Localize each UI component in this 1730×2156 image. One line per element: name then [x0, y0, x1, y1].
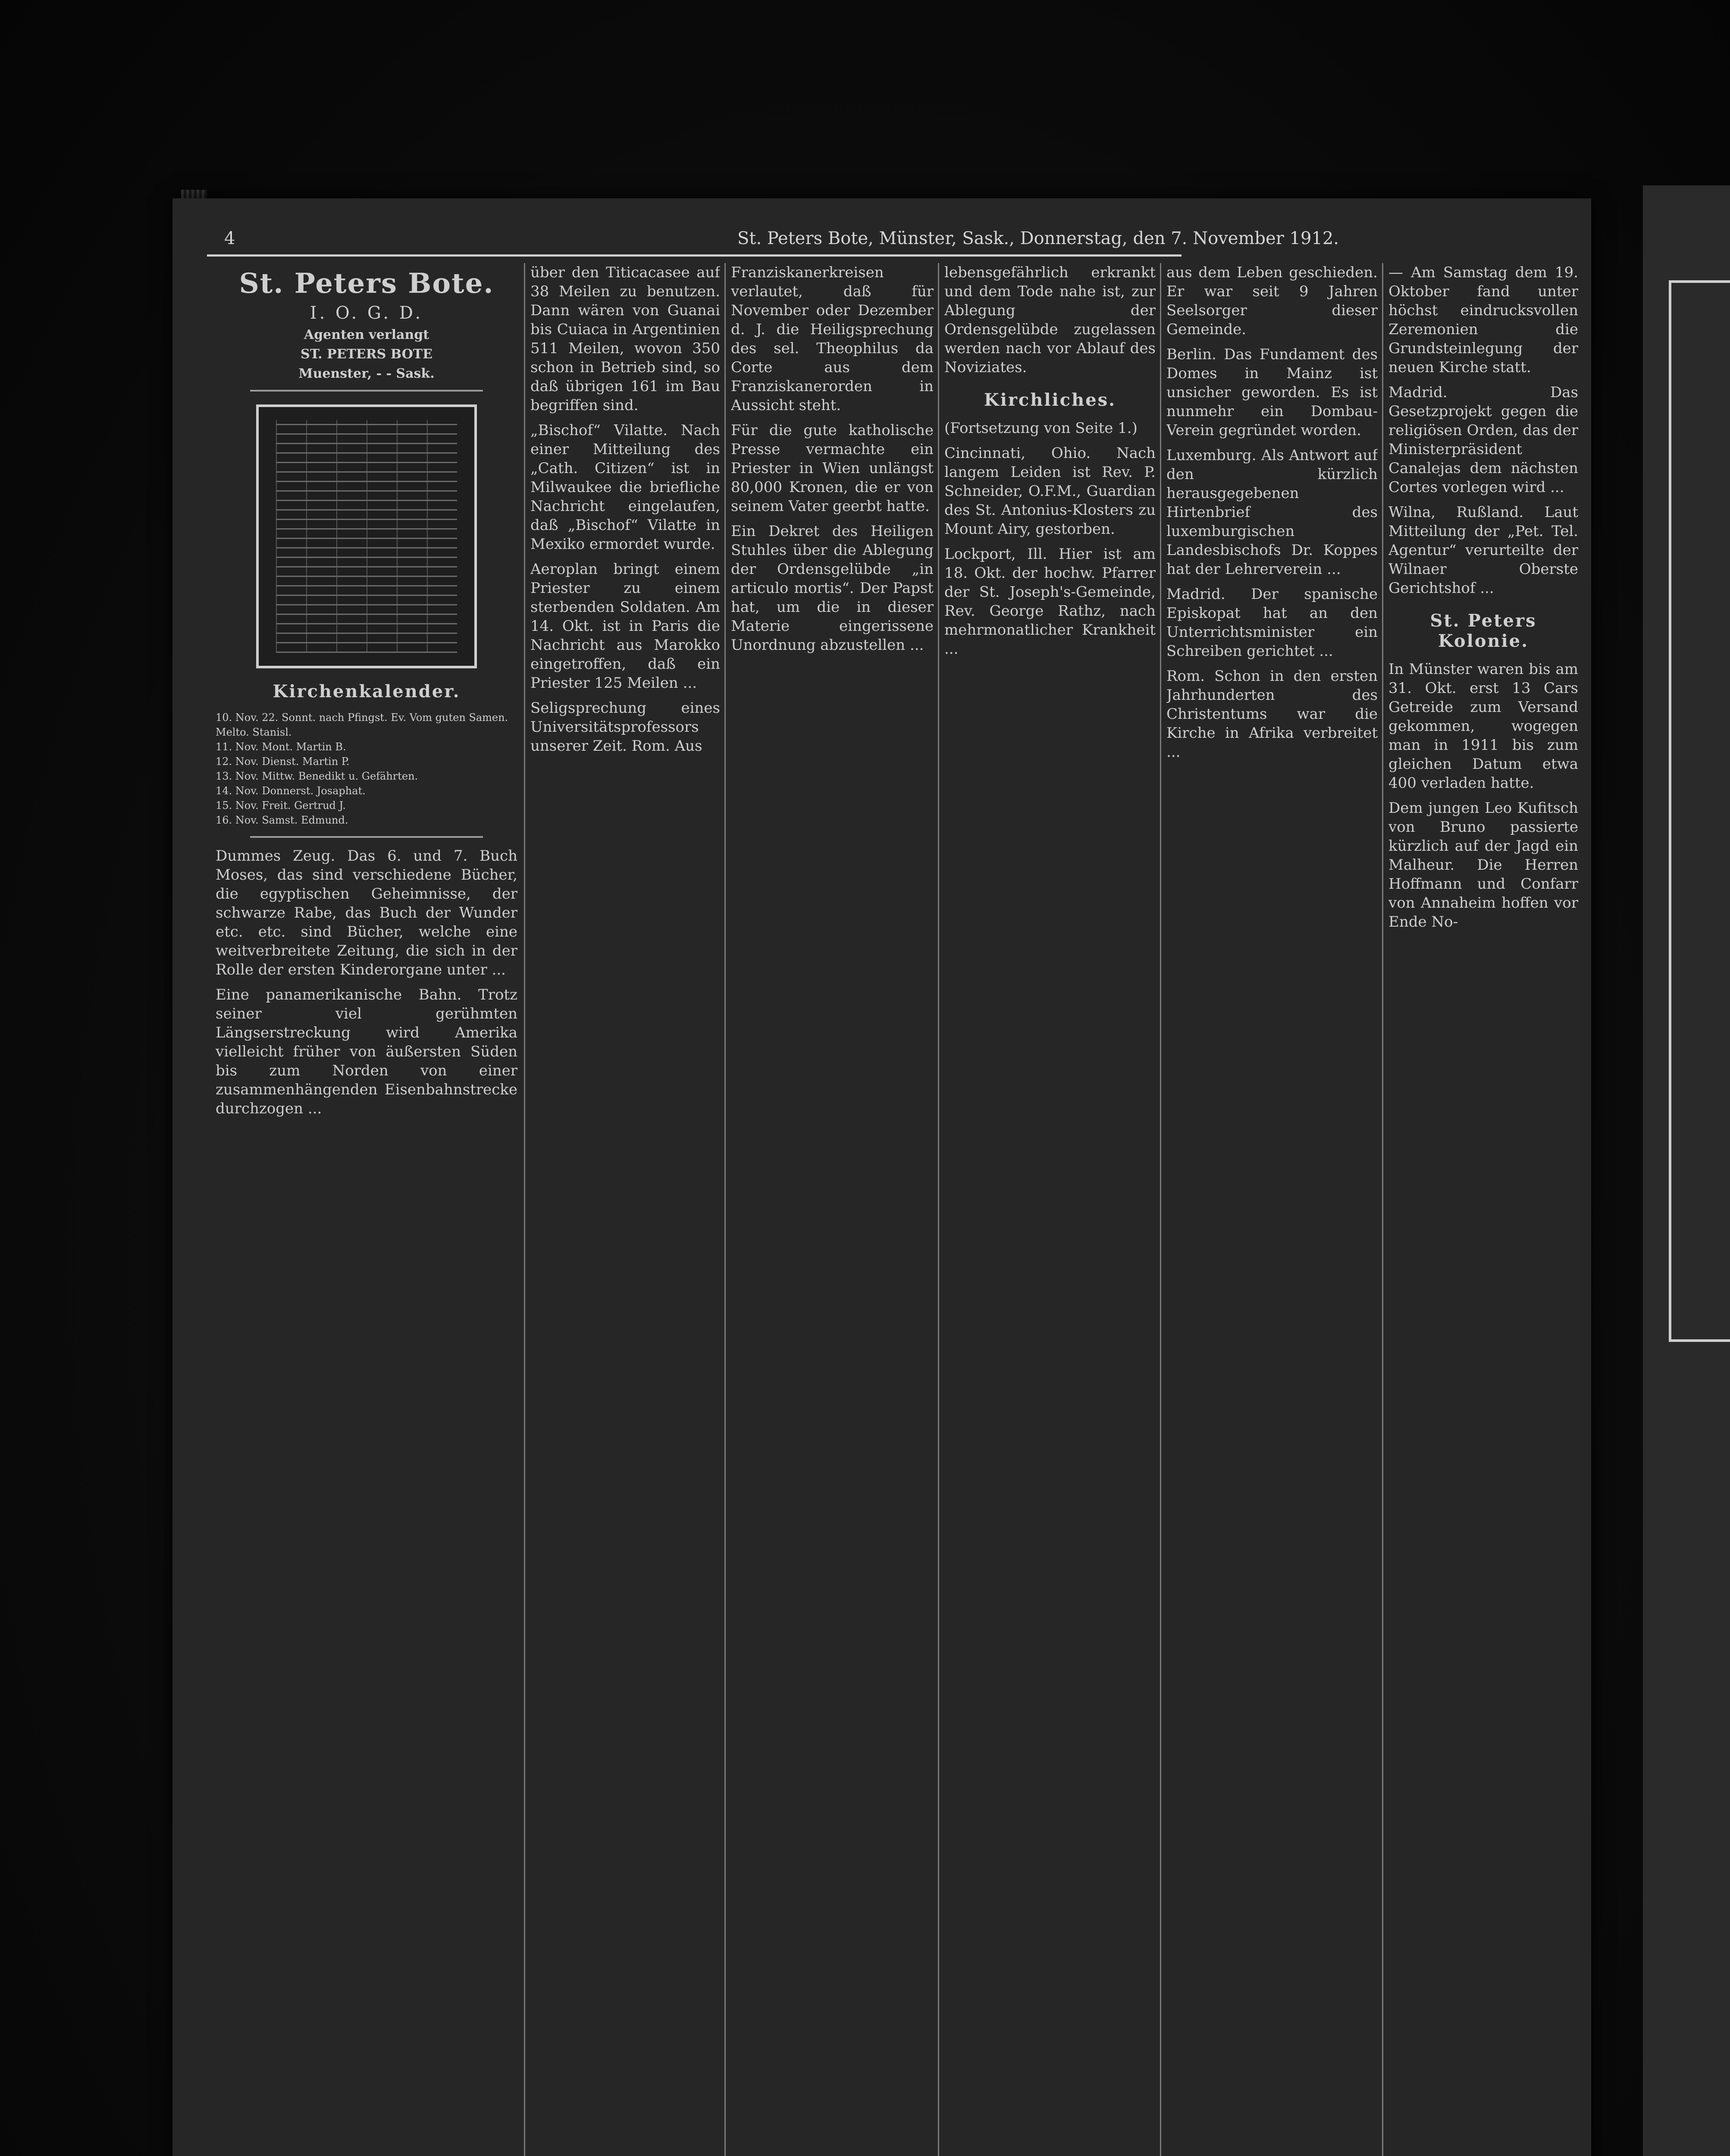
masthead-order: I. O. G. D.	[310, 303, 423, 323]
article-text: Lockport, Ill. Hier ist am 18. Okt. der hochw. Pfarrer der St. Joseph's-Gemeinde, Rev. George Rathz, nach mehrmonatlicher Krankheit ...	[944, 545, 1156, 658]
article-text: Madrid. Das Gesetzprojekt gegen die religiösen Orden, das der Ministerpräsident Canalejas dem nächsten Cortes vorlegen wird ...	[1388, 384, 1578, 496]
column-rule	[938, 263, 939, 2156]
article-text: aus dem Leben geschieden. Er war seit 9 Jahren Seelsorger dieser Gemeinde.	[1166, 264, 1378, 338]
divider	[250, 836, 483, 838]
column-4	[944, 263, 1156, 2156]
column-3	[731, 263, 934, 2156]
article-text: Für die gute katholische Presse vermachte ein Priester in Wien unlängst 80,000 Kronen, die er von seinem Vater geerbt hatte.	[731, 422, 934, 515]
article-text: Luxemburg. Als Antwort auf den kürzlich herausgegebenen Hirtenbrief des luxemburgischen Landesbischofs Dr. Koppes hat der Lehrerverein ...	[1166, 447, 1378, 578]
article-text: Ein Dekret des Heiligen Stuhles über die Ablegung der Ordensgelübde „in articulo mortis“. Der Papst hat, um die in dieser Materie eingerissene Unordnung abzustellen ...	[731, 523, 934, 654]
calendar-grid	[276, 420, 457, 653]
article-text: Wilna, Rußland. Laut Mitteilung der „Pet. Tel. Agentur“ verurteilte der Wilnaer Oberste Gerichtshof ...	[1388, 504, 1578, 597]
calendar-entry: 11. Nov. Mont. Martin B.	[216, 741, 346, 753]
calendar-entry: 10. Nov. 22. Sonnt. nach Pfingst. Ev. Vom guten Samen. Melto. Stanisl.	[216, 711, 508, 738]
calendar-box	[256, 404, 477, 668]
article-text: Seligsprechung eines Universitätsprofessors unserer Zeit. Rom. Aus	[530, 699, 720, 755]
column-rule	[1382, 263, 1383, 2156]
page-header	[207, 224, 1339, 257]
advertisement-box	[1669, 280, 1730, 1342]
calendar-entry: 12. Nov. Dienst. Martin P.	[216, 755, 350, 768]
divider	[250, 390, 483, 392]
article-text: lebensgefährlich erkrankt und dem Tode nahe ist, zur Ablegung der Ordensgelübde zugelassen werden nach vor Ablauf des Noviziates.	[944, 264, 1156, 376]
article-text: Dem jungen Leo Kufitsch von Bruno passierte kürzlich auf der Jagd ein Malheur. Die Herren Hoffmann und Confarr von Annaheim hoffen vor Ende No-	[1388, 799, 1578, 931]
article-text: Eine panamerikanische Bahn. Trotz seiner viel gerühmten Längserstreckung wird Amerika vielleicht früher von äußersten Süden bis zum Norden von einer zusammenhängenden Eisenbahnstrecke durchzogen ...	[216, 986, 517, 1117]
page-number: 4	[224, 229, 235, 248]
article-text: Cincinnati, Ohio. Nach langem Leiden ist Rev. P. Schneider, O.F.M., Guardian des St. Antonius-Klosters zu Mount Airy, gestorben.	[944, 445, 1156, 538]
calendar-list	[216, 710, 517, 827]
article-text: Berlin. Das Fundament des Domes in Mainz ist unsicher geworden. Es ist nunmehr ein Dombau-Verein gegründet worden.	[1166, 346, 1378, 439]
calendar-entry: 13. Nov. Mittw. Benedikt u. Gefährten.	[216, 770, 418, 782]
article-text: Madrid. Der spanische Episkopat hat an den Unterrichtsminister ein Schreiben gerichtet ...	[1166, 586, 1378, 660]
column-1	[216, 263, 517, 2156]
running-head: St. Peters Bote, Münster, Sask., Donnerstag, den 7. November 1912.	[737, 229, 1339, 248]
column-6	[1388, 263, 1578, 2156]
column-rule	[524, 263, 525, 2156]
address-place: Muenster, - - Sask.	[298, 366, 435, 381]
masthead-title: St. Peters Bote.	[239, 267, 494, 300]
address-name: ST. PETERS BOTE	[301, 347, 432, 362]
article-text: über den Titicacasee auf 38 Meilen zu benutzen. Dann wären von Guanai bis Cuiaca in Argentinien 511 Meilen, wovon 350 schon in Betrieb sind, so daß übrigen 161 im Bau begriffen sind.	[530, 264, 720, 414]
article-text: „Bischof“ Vilatte. Nach einer Mitteilung des „Cath. Citizen“ ist in Milwaukee die briefliche Nachricht eingelaufen, daß „Bischof“ Vilatte in Mexiko ermordet wurde.	[530, 422, 720, 553]
article-text: Dummes Zeug. Das 6. und 7. Buch Moses, das sind verschiedene Bücher, die egyptischen Geheimnisse, der schwarze Rabe, das Buch der Wunder etc. etc. sind Bücher, welche eine weitverbreitete Zeitung, die sich in der Rolle der ersten Kinderorgane unter ...	[216, 847, 517, 978]
article-text: Franziskanerkreisen verlautet, daß für November oder Dezember d. J. die Heiligsprechung des sel. Theophilus da Corte aus dem Franziskanerorden in Aussicht steht.	[731, 264, 934, 414]
calendar-title: Kirchenkalender.	[273, 681, 461, 702]
section-heading-kirchliches: Kirchliches.	[984, 390, 1116, 410]
adjacent-page-fragment	[1643, 185, 1730, 2156]
column-rule	[1160, 263, 1161, 2156]
calendar-entry: 15. Nov. Freit. Gertrud J.	[216, 799, 346, 812]
column-2	[530, 263, 720, 2156]
article-text: Aeroplan bringt einem Priester zu einem sterbenden Soldaten. Am 14. Okt. ist in Paris die Nachricht aus Marokko eingetroffen, daß ein Priester 125 Meilen ...	[530, 561, 720, 692]
continuation-note: (Fortsetzung von Seite 1.)	[944, 420, 1138, 437]
article-text: — Am Samstag dem 19. Oktober fand unter höchst eindrucksvollen Zeremonien die Grundsteinlegung der neuen Kirche statt.	[1388, 264, 1578, 376]
column-5	[1166, 263, 1378, 2156]
calendar-entry: 14. Nov. Donnerst. Josaphat.	[216, 785, 366, 797]
article-text: Rom. Schon in den ersten Jahrhunderten des Christentums war die Kirche in Afrika verbreitet ...	[1166, 667, 1378, 761]
column-rule	[724, 263, 726, 2156]
section-heading-kolonie: St. Peters Kolonie.	[1430, 611, 1537, 651]
agents-heading: Agenten verlangt	[304, 327, 429, 342]
article-text: In Münster waren bis am 31. Okt. erst 13 Cars Getreide zum Versand gekommen, wogegen man in 1911 bis zum gleichen Datum etwa 400 verladen hatte.	[1388, 661, 1578, 792]
calendar-entry: 16. Nov. Samst. Edmund.	[216, 814, 348, 826]
